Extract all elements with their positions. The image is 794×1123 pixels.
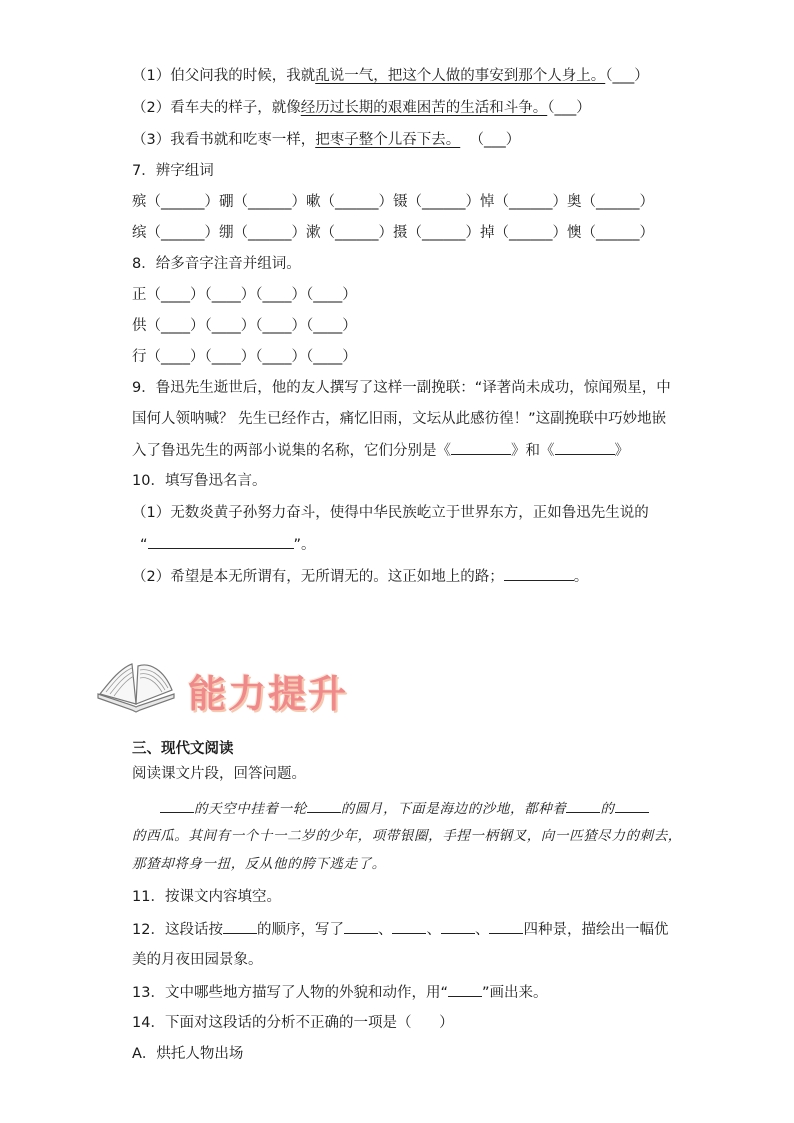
word-blank[interactable]: 镊（______） bbox=[393, 194, 480, 210]
word-blank[interactable]: 嗽（______） bbox=[306, 194, 393, 210]
passage-line-3: 那猹却将身一扭，反从他的胯下逃走了。 bbox=[132, 856, 386, 872]
q6-num: （2） bbox=[132, 100, 171, 116]
q9-line-3 bbox=[132, 440, 629, 461]
quote-mark: ”。 bbox=[293, 537, 316, 553]
section-banner-title: 能力提升 bbox=[188, 672, 349, 716]
answer-blank[interactable]: （___） bbox=[547, 100, 591, 116]
word-blank[interactable]: 悼（______） bbox=[480, 194, 567, 210]
pinyin-blanks[interactable]: （____）（____）（____）（____） bbox=[146, 349, 357, 365]
word-blank[interactable]: 懊（______） bbox=[567, 225, 654, 241]
answer-blank[interactable] bbox=[441, 919, 475, 934]
q7-title: 7．辨字组词 bbox=[132, 163, 214, 179]
answer-blank[interactable] bbox=[448, 982, 482, 997]
polyphone-char: 正 bbox=[132, 287, 147, 303]
answer-blank[interactable] bbox=[489, 919, 523, 934]
answer-blank[interactable]: （___） bbox=[460, 132, 521, 148]
q6-text: 看车夫的样子，就像 bbox=[170, 100, 301, 116]
q9-line-2: 国何人领呐喊？ 先生已经作古，痛忆旧雨，文坛从此感彷徨！”这副挽联中巧妙地嵌 bbox=[132, 411, 667, 427]
polyphone-char: 供 bbox=[132, 318, 147, 334]
quote-mark: “ bbox=[140, 537, 148, 553]
word-blank[interactable]: 奥（______） bbox=[567, 194, 654, 210]
answer-blank[interactable] bbox=[223, 919, 257, 934]
q12-text: 12．这段话按 bbox=[132, 922, 223, 938]
word-blank[interactable]: 绷（______） bbox=[219, 225, 306, 241]
q12-text: 、 bbox=[474, 922, 490, 938]
answer-blank[interactable] bbox=[504, 566, 574, 581]
word-blank[interactable]: 掉（______） bbox=[480, 225, 567, 241]
q6-underlined-text: 经历过长期的艰难困苦的生活和斗争。 bbox=[300, 100, 548, 116]
word-blank[interactable]: 漱（______） bbox=[306, 225, 393, 241]
passage-blank[interactable] bbox=[566, 798, 600, 813]
word-blank[interactable]: 摄（______） bbox=[393, 225, 480, 241]
q9-text: 入了鲁迅先生的两部小说集的名称，它们分别是《 bbox=[132, 443, 451, 459]
q12-text: 、 bbox=[426, 922, 441, 938]
q6-item-1 bbox=[132, 66, 649, 86]
answer-blank[interactable] bbox=[451, 440, 511, 455]
passage-blank[interactable] bbox=[160, 798, 194, 813]
q8-row-2 bbox=[132, 316, 357, 336]
word-blank[interactable]: 殡（______） bbox=[132, 194, 219, 210]
q8-row-3 bbox=[132, 347, 357, 367]
q10-title: 10．填写鲁迅名言。 bbox=[132, 473, 267, 489]
q8-row-1 bbox=[132, 285, 357, 305]
section-intro: 阅读课文片段，回答问题。 bbox=[132, 766, 306, 782]
q13-text: 13．文中哪些地方描写了人物的外貌和动作，用“ bbox=[132, 985, 448, 1001]
answer-blank[interactable] bbox=[148, 534, 294, 549]
q6-underlined-text: 乱说一气，把这个人做的事安到那个人身上。 bbox=[315, 68, 606, 84]
answer-blank[interactable] bbox=[344, 919, 378, 934]
q8-title: 8．给多音字注音并组词。 bbox=[132, 256, 301, 272]
q6-num: （1） bbox=[132, 68, 171, 84]
passage-blank[interactable] bbox=[615, 798, 649, 813]
q12-text: 四种景，描绘出一幅优 bbox=[523, 922, 669, 938]
passage-line-1 bbox=[160, 798, 649, 819]
q12-line-2: 美的月夜田园景象。 bbox=[132, 952, 263, 968]
answer-blank[interactable] bbox=[392, 919, 426, 934]
q9-text: 》 bbox=[614, 443, 629, 459]
q6-item-3 bbox=[132, 130, 520, 150]
q13-text: ”画出来。 bbox=[481, 985, 548, 1001]
passage-text: 的天空中挂着一轮 bbox=[194, 801, 307, 817]
q6-text: 伯父问我的时候，我就 bbox=[170, 68, 316, 84]
q6-underlined-text: 把枣子整个儿吞下去。 bbox=[315, 132, 461, 148]
q13 bbox=[132, 982, 547, 1003]
q12-text: 、 bbox=[377, 922, 393, 938]
passage-text: 的圆月，下面是海边的沙地，都种着 bbox=[340, 801, 567, 817]
passage-line-2: 的西瓜。其间有一个十一二岁的少年，项带银圈，手捏一柄钢叉，向一匹猹尽力的刺去， bbox=[132, 828, 682, 844]
q14: 14．下面对这段话的分析不正确的一项是（ ） bbox=[132, 1015, 454, 1031]
open-book-icon bbox=[94, 654, 178, 716]
q7-row-2 bbox=[132, 223, 654, 243]
answer-blank[interactable] bbox=[555, 440, 615, 455]
section-heading: 三、现代文阅读 bbox=[132, 741, 234, 757]
q10-text: 。 bbox=[573, 569, 589, 585]
q10-item-1-answer bbox=[140, 534, 316, 555]
q9-text: 》和《 bbox=[511, 443, 555, 459]
passage-blank[interactable] bbox=[307, 798, 341, 813]
polyphone-char: 行 bbox=[132, 349, 147, 365]
pinyin-blanks[interactable]: （____）（____）（____）（____） bbox=[146, 318, 357, 334]
q10-item-2 bbox=[132, 566, 588, 587]
word-blank[interactable]: 硼（______） bbox=[219, 194, 306, 210]
q10-item-1: （1）无数炎黄子孙努力奋斗，使得中华民族屹立于世界东方，正如鲁迅先生说的 bbox=[132, 505, 649, 521]
q6-text: 我看书就和吃枣一样， bbox=[170, 132, 316, 148]
q14-option-a[interactable]: A．烘托人物出场 bbox=[132, 1046, 244, 1062]
q12-line-1 bbox=[132, 919, 668, 940]
q7-row-1 bbox=[132, 192, 654, 212]
q11: 11．按课文内容填空。 bbox=[132, 889, 281, 905]
q9-line-1: 9．鲁迅先生逝世后，他的友人撰写了这样一副挽联：“译著尚未成功，惊闻殒星，中 bbox=[132, 380, 671, 396]
pinyin-blanks[interactable]: （____）（____）（____）（____） bbox=[146, 287, 357, 303]
q6-item-2 bbox=[132, 98, 591, 118]
passage-text: 的 bbox=[600, 801, 615, 817]
q10-text: （2）希望是本无所谓有，无所谓无的。这正如地上的路； bbox=[132, 569, 504, 585]
q6-num: （3） bbox=[132, 132, 171, 148]
word-blank[interactable]: 缤（______） bbox=[132, 225, 219, 241]
q12-text: 的顺序，写了 bbox=[256, 922, 344, 938]
answer-blank[interactable]: （___） bbox=[605, 68, 649, 84]
